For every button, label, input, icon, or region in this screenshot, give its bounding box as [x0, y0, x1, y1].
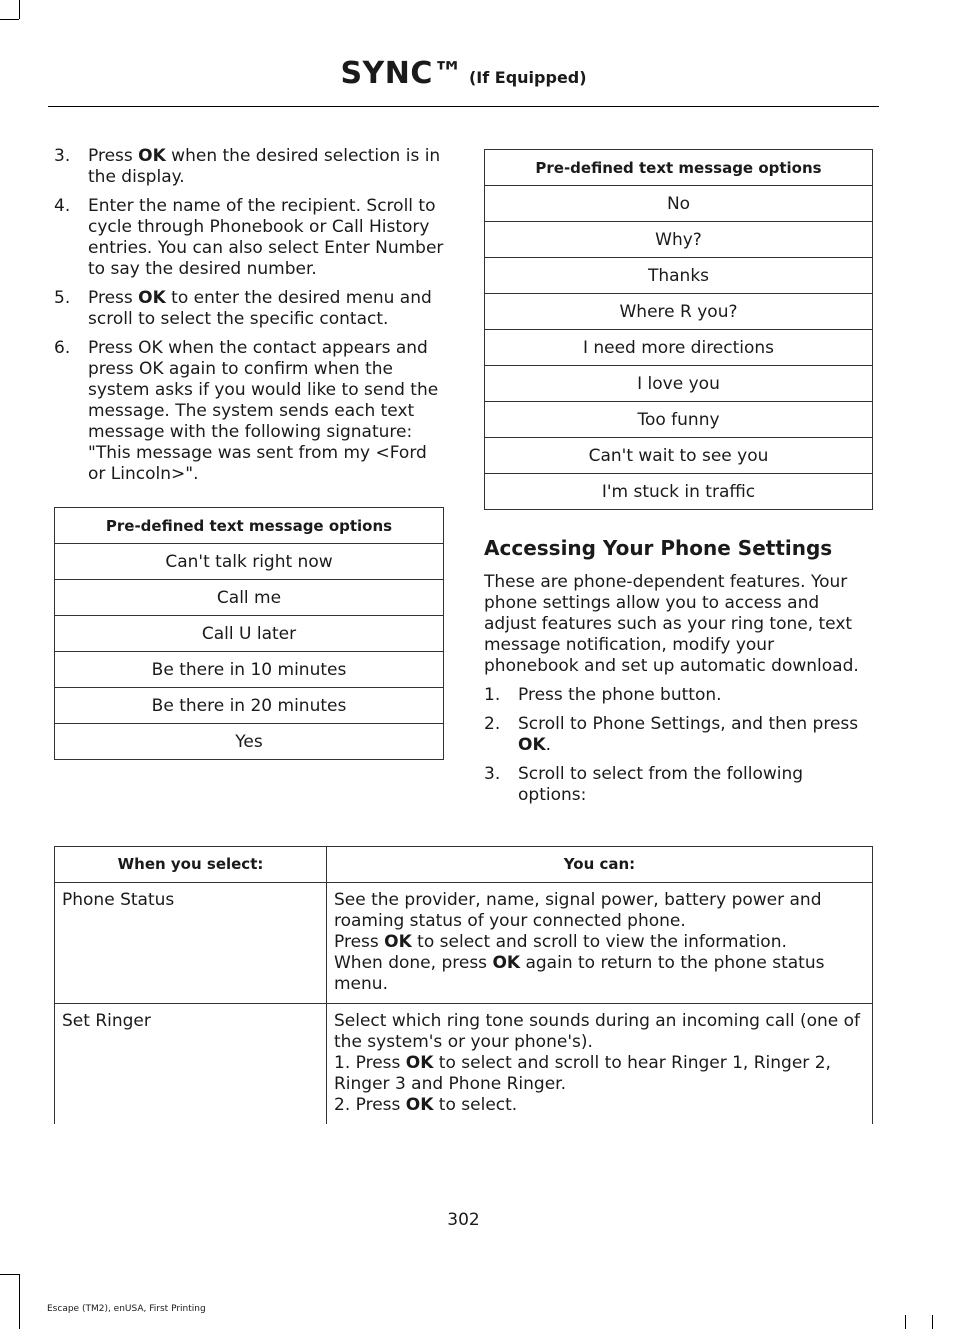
table-cell: Can't wait to see you	[485, 438, 873, 474]
text-options-table-left	[54, 507, 444, 760]
table-cell: Call U later	[55, 616, 444, 652]
table-row	[55, 1004, 873, 1125]
table-header: Pre-defined text message options	[485, 150, 873, 186]
header-subtitle: (If Equipped)	[468, 68, 587, 87]
crop-mark	[905, 1315, 906, 1329]
cell-line: Press OK to select and scroll to view the information.	[334, 932, 787, 952]
table-cell	[327, 883, 873, 1004]
table-header: You can:	[327, 847, 873, 883]
cell-line: 1. Press OK to select and scroll to hear Ringer 1, Ringer 2, Ringer 3 and Phone Ringer.	[334, 1053, 831, 1094]
phone-settings-steps	[484, 685, 873, 806]
list-item: 6. Press OK when the contact appears and press OK again to confirm when the system asks if you would like to send the message. The system sends each text message with the following signature: "This message was sent from my <Ford or Lincoln>".	[54, 338, 439, 484]
cell-line: See the provider, name, signal power, battery power and roaming status of your connected phone.	[334, 890, 822, 931]
list-item: 5. Press OK to enter the desired menu and scroll to select the specific contact.	[54, 288, 432, 329]
left-column	[54, 146, 444, 760]
table-cell: I need more directions	[485, 330, 873, 366]
table-cell: Be there in 10 minutes	[55, 652, 444, 688]
section-heading: Accessing Your Phone Settings	[484, 536, 833, 560]
table-header: When you select:	[55, 847, 327, 883]
list-item: 4. Enter the name of the recipient. Scroll to cycle through Phonebook or Call History entries. You can also select Enter Number to say the desired number.	[54, 196, 444, 279]
table-cell: Where R you?	[485, 294, 873, 330]
table-cell: Too funny	[485, 402, 873, 438]
footer-text: Escape (TM2), enUSA, First Printing	[47, 1304, 206, 1314]
crop-mark	[19, 0, 20, 19]
page-number: 302	[447, 1210, 480, 1230]
cell-line: When done, press OK again to return to the phone status menu.	[334, 953, 825, 994]
table-cell: Phone Status	[55, 883, 327, 1004]
page-header	[48, 56, 879, 91]
table-cell: Why?	[485, 222, 873, 258]
table-header: Pre-defined text message options	[55, 508, 444, 544]
table-cell: No	[485, 186, 873, 222]
crop-mark	[932, 1315, 933, 1329]
table-cell: Be there in 20 minutes	[55, 688, 444, 724]
text-options-table-right	[484, 149, 873, 510]
list-item: 3. Scroll to select from the following options:	[484, 764, 804, 805]
intro-paragraph: These are phone-dependent features. Your phone settings allow you to access and adjust features such as your ring tone, text message notification, modify your phonebook and set up automatic download.	[484, 572, 859, 676]
crop-mark	[0, 1274, 19, 1275]
left-steps-list	[54, 146, 444, 485]
table-cell: Yes	[55, 724, 444, 760]
table-cell: Set Ringer	[55, 1004, 327, 1125]
table-cell	[327, 1004, 873, 1125]
list-item: 3. Press OK when the desired selection is in the display.	[54, 146, 441, 187]
cell-line: Select which ring tone sounds during an incoming call (one of the system's or your phone's).	[334, 1011, 861, 1052]
list-item: 2. Scroll to Phone Settings, and then press OK.	[484, 714, 859, 755]
header-title: SYNC™	[340, 56, 464, 91]
table-cell: I love you	[485, 366, 873, 402]
table-cell: Can't talk right now	[55, 544, 444, 580]
crop-mark	[0, 19, 19, 20]
table-cell: I'm stuck in traffic	[485, 474, 873, 510]
table-row	[55, 883, 873, 1004]
right-column	[484, 149, 873, 814]
cell-line: 2. Press OK to select.	[334, 1095, 518, 1115]
table-cell: Call me	[55, 580, 444, 616]
list-item: 1. Press the phone button.	[484, 685, 722, 705]
phone-settings-table	[54, 846, 873, 1124]
crop-mark	[19, 1274, 20, 1329]
table-cell: Thanks	[485, 258, 873, 294]
header-divider	[48, 106, 879, 107]
